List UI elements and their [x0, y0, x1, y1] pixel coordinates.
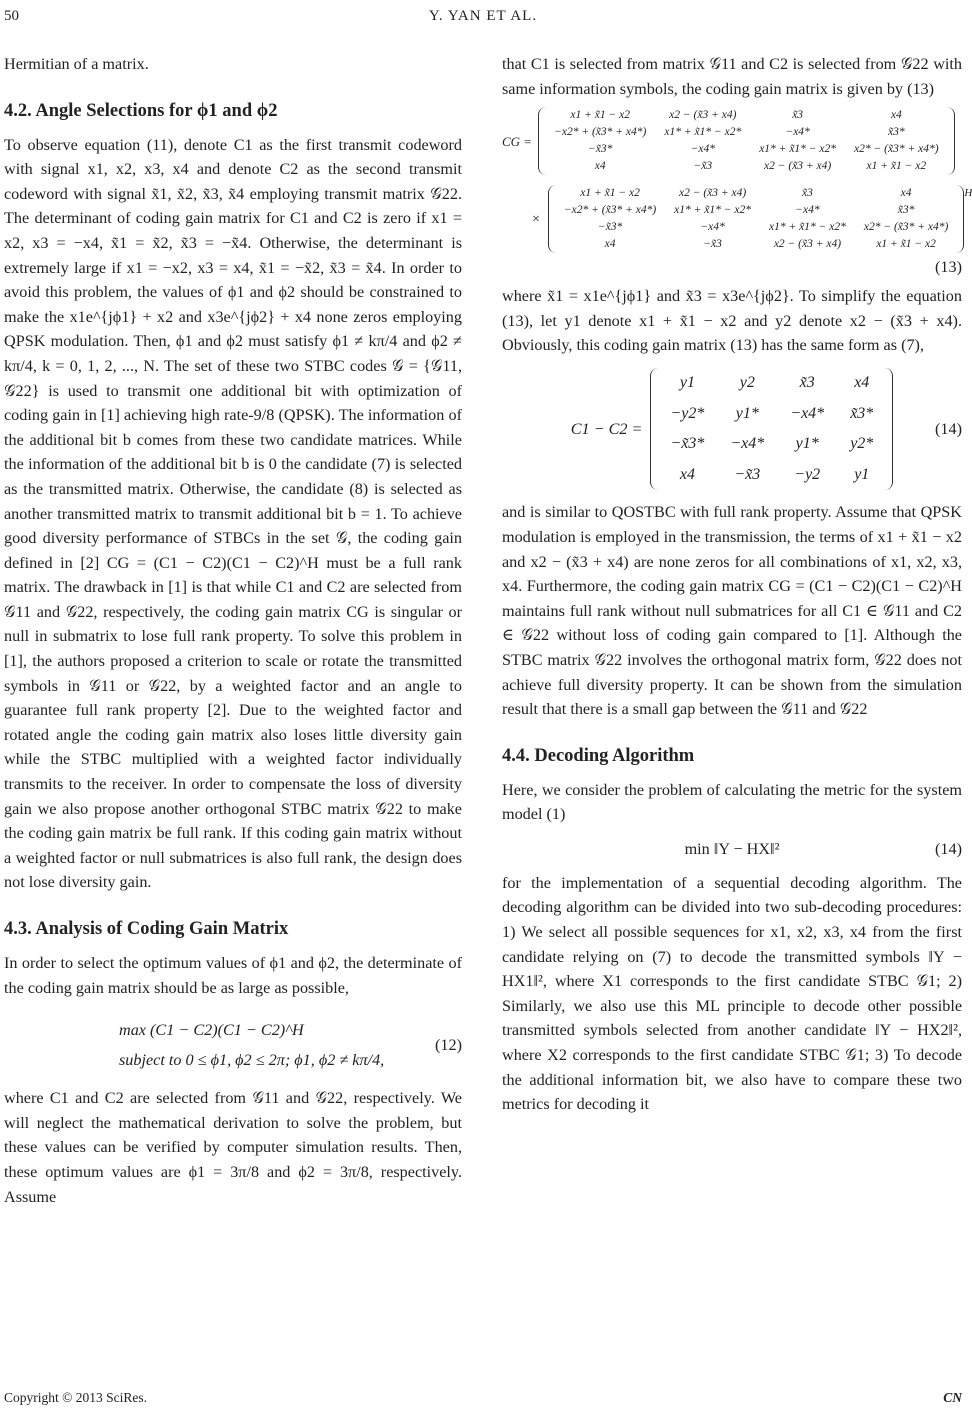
matrix-cell: −x̃3	[693, 160, 713, 173]
matrix-row	[657, 399, 886, 430]
equation-line: max (C1 − C2)(C1 − C2)^H	[119, 1021, 304, 1040]
matrix-cell: y1*	[795, 435, 819, 453]
matrix-cell: y1*	[735, 404, 759, 422]
matrix-cell: −x̃3*	[588, 143, 613, 156]
hermitian-superscript: H	[964, 187, 972, 200]
matrix-cell: −y2*	[670, 404, 705, 422]
equation-14-matrix	[502, 368, 962, 490]
copyright: Copyright © 2013 SciRes.	[4, 1390, 148, 1405]
matrix-row	[555, 185, 957, 202]
paragraph: where C1 and C2 are selected from 𝒢11 and 𝒢22, respectively. We will neglect the mathematical derivation to solve the problem, but these values can be verified by computer simulation results. Then, these optimum values are ϕ1 = 3π/8 and ϕ2 = 3π/8, respectively. Assume	[4, 1089, 462, 1206]
equation-line: subject to 0 ≤ ϕ1, ϕ2 ≤ 2π; ϕ1, ϕ2 ≠ kπ/4,	[119, 1051, 385, 1070]
matrix-cell: x4	[900, 187, 912, 200]
matrix-row	[545, 141, 947, 158]
equation-14-metric	[502, 827, 962, 871]
left-column	[4, 52, 462, 1209]
times-sign: ×	[532, 211, 540, 227]
matrix-cell: x1* + x̃1* − x2*	[674, 204, 752, 217]
matrix-cell: x̃3	[792, 109, 804, 122]
paragraph: where x̃1 = x1e^{jϕ1} and x̃3 = x3e^{jϕ2}. To simplify the equation (13), let y1 denote x1 + x̃1 − x2 and y2 denote x2 − (x̃3 + x4). Obviously, this coding gain matrix (13) has the same form as (7),	[502, 287, 962, 355]
matrix-cell: x2* − (x̃3* + x4*)	[854, 143, 939, 156]
matrix-cell: x1 + x̃1 − x2	[876, 238, 936, 251]
matrix-row	[545, 158, 947, 175]
c-difference-label: C1 − C2 =	[570, 419, 643, 438]
matrix-cell: x4	[854, 373, 870, 391]
matrix-cell: x̃3	[799, 373, 815, 391]
metric-expression: min ‖Y − HX‖²	[684, 839, 780, 858]
equation-12	[4, 1012, 462, 1078]
equation-13	[502, 107, 972, 277]
matrix-cell: −x̃3	[734, 465, 761, 483]
running-head: Y. YAN ET AL.	[428, 8, 538, 24]
matrix-cell: x1* + x̃1* − x2*	[664, 126, 742, 139]
paragraph: that C1 is selected from matrix 𝒢11 and C2 is selected from 𝒢22 with same information symbols, the coding gain matrix is given by (13)	[502, 55, 962, 98]
matrix-cell: −x2* + (x̃3* + x4*)	[563, 204, 657, 217]
matrix-cell: y2*	[850, 435, 874, 453]
matrix-cell: −x4*	[730, 435, 765, 453]
equation-number: (12)	[435, 1035, 462, 1054]
matrix-cell: x4	[604, 238, 616, 251]
matrix-row	[555, 202, 957, 219]
paragraph: Here, we consider the problem of calculating the metric for the system model (1)	[502, 780, 962, 824]
matrix-cg-second	[548, 185, 964, 253]
paragraph: In order to select the optimum values of ϕ1 and ϕ2, the determinate of the coding gain matrix should be as large as possible,	[4, 954, 462, 997]
section-heading-4-3: 4.3. Analysis of Coding Gain Matrix	[4, 919, 289, 939]
matrix-cell: y1	[854, 465, 870, 483]
matrix-cell: x1 + x̃1 − x2	[866, 160, 927, 173]
equation-number: (14)	[935, 419, 962, 438]
matrix-row	[545, 124, 947, 141]
matrix-cell: x1 + x̃1 − x2	[570, 109, 631, 122]
matrix-cell: x2 − (x̃3 + x4)	[773, 238, 842, 251]
matrix-cell: −x̃3*	[597, 221, 623, 234]
matrix-cell: −x4*	[700, 221, 725, 234]
matrix-row	[545, 107, 947, 124]
section-heading-4-2: 4.2. Angle Selections for ϕ1 and ϕ2	[4, 100, 278, 121]
matrix-cell: x2* − (x̃3* + x4*)	[863, 221, 949, 234]
matrix-cell: x1* + x̃1* − x2*	[759, 143, 837, 156]
page-header	[0, 8, 966, 38]
matrix-cell: x2 − (x̃3 + x4)	[678, 187, 747, 200]
matrix-cell: x4	[890, 109, 902, 122]
matrix-cell: y1	[679, 373, 695, 391]
matrix-cell: x2 − (x̃3 + x4)	[764, 160, 832, 173]
matrix-cell: x̃3*	[897, 204, 915, 217]
matrix-cell: −x4*	[790, 404, 825, 422]
paragraph: for the implementation of a sequential decoding algorithm. The decoding algorithm can be divided into two sub-decoding procedures: 1) We select all possible sequences for x1, x2, x3, x4 from the first candidate relying on (7) to decode the transmitted symbols ‖Y − HX1‖², where X1 corresponds to the first candidate STBC 𝒢1; 2) Similarly, we also use this ML principle to decode other possible transmitted symbols selected from another candidate ‖Y − HX2‖², where X2 corresponds to the first candidate STBC 𝒢1; 3) To decode the additional information bit, we also have to compare these two metrics for decoding it	[502, 873, 962, 1114]
matrix-cell: x̃3*	[850, 404, 874, 422]
matrix-cell: x1 + x̃1 − x2	[580, 187, 640, 200]
journal-abbrev: CN	[943, 1390, 962, 1405]
matrix-row	[555, 236, 957, 253]
equation-number: (14)	[935, 839, 962, 858]
matrix-cell: −x4*	[690, 143, 715, 156]
matrix-row	[555, 219, 957, 236]
matrix-row	[657, 429, 886, 460]
matrix-cell: −x4*	[795, 204, 820, 217]
matrix-cell: y2	[739, 373, 755, 391]
matrix-cell: −x̃3*	[670, 435, 705, 453]
equation-number: (13)	[935, 258, 962, 277]
matrix-cell: x4	[594, 160, 606, 173]
matrix-cell: x2 − (x̃3 + x4)	[669, 109, 737, 122]
paragraph: To observe equation (11), denote C1 as the first transmit codeword with signal x1, x2, x3, x4 and denote C2 as the second transmit codeword with signal x̃1, x̃2, x̃3, x̃4 employing transmit matrix 𝒢22. The determinant of coding gain matrix for C1 and C2 is zero if x1 = x2, x3 = −x4, x̃1 = x̃2, x̃3 = −x̃4. Otherwise, the determinant is extremely large if x1 = −x2, x3 = x4, x̃1 = −x̃2, x̃3 = x̃4. In order to avoid this problem, the values of ϕ1 and ϕ2 should be constrained to make the x1e^{jϕ1} + x2 and x3e^{jϕ2} + x4 none zeros employing QPSK modulation. Then, ϕ1 and ϕ2 must satisfy ϕ1 ≠ kπ/4 and ϕ2 ≠ kπ/4, k = 0, 1, 2, ..., N. The set of these two STBC codes 𝒢 = {𝒢11, 𝒢22} is used to transmit one additional bit with optimization of coding gain in [1] achieving high rate-9/8 (QPSK). The information of the additional bit b comes from these two candidate matrices. While the information of the additional bit b is 0 the candidate (7) is selected as the transmitted matrix. Otherwise, the candidate (8) is selected as another transmitted matrix to transmit additional bit b = 1. To achieve good diversity performance of STBCs in the set 𝒢, the coding gain defined in [2] CG = (C1 − C2)(C1 − C2)^H must be a full rank matrix. The drawback in [1] is that while C1 and C2 are selected from 𝒢11 and 𝒢22, respectively, the coding gain matrix CG is singular or null in submatrix to lose full rank property. To solve this problem in [1], the authors proposed a criterion to scale or rotate the transmitted symbols in 𝒢11 or 𝒢22, by a weighted factor and an angle to guarantee full rank property [2]. Due to the weighted factor and rotated angle the coding gain matrix also loses little diversity gain while the STBC multiplied with a weighted factor individually transmits to the receiver. In order to compensate the loss of diversity gain we also propose another orthogonal STBC matrix 𝒢22 to make the coding gain matrix be full rank. If this coding gain matrix without a weighted factor or null submatrices is also full rank, the design does not lose diversity gain.	[4, 135, 462, 892]
page-number: 50	[4, 8, 19, 24]
cg-label: CG =	[502, 133, 533, 149]
section-heading-4-4: 4.4. Decoding Algorithm	[502, 745, 695, 766]
matrix-cell: x̃3*	[887, 126, 905, 139]
matrix-c-difference	[650, 368, 893, 490]
paragraph: Hermitian of a matrix.	[4, 55, 149, 73]
matrix-cell: x1* + x̃1* − x2*	[769, 221, 846, 234]
matrix-cell: −x̃3	[703, 238, 722, 251]
matrix-cell: −y2	[794, 465, 821, 483]
right-column	[502, 52, 972, 1117]
paragraph: and is similar to QOSTBC with full rank property. Assume that QPSK modulation is employed in the transmission, the terms of x1 + x̃1 − x2 and x2 − (x̃3 + x4) are none zeros for all combinations of x1, x2, x3, x4. Furthermore, the coding gain matrix CG = (C1 − C2)(C1 − C2)^H maintains full rank without null submatrices for all C1 ∈ 𝒢11 and C2 ∈ 𝒢22 without loss of coding gain compared to [1]. Although the STBC matrix 𝒢22 involves the orthogonal matrix form, 𝒢22 does not achieve full diversity property. It can be shown from the simulation result that there is a small gap between the 𝒢11 and 𝒢22	[502, 503, 962, 719]
matrix-cell: x4	[679, 465, 695, 483]
matrix-cell: −x2* + (x̃3* + x4*)	[554, 126, 647, 139]
matrix-row	[657, 368, 886, 399]
matrix-row	[657, 460, 886, 491]
matrix-cell: −x4*	[785, 126, 810, 139]
matrix-cg-first	[538, 107, 954, 175]
matrix-cell: x̃3	[802, 187, 813, 200]
